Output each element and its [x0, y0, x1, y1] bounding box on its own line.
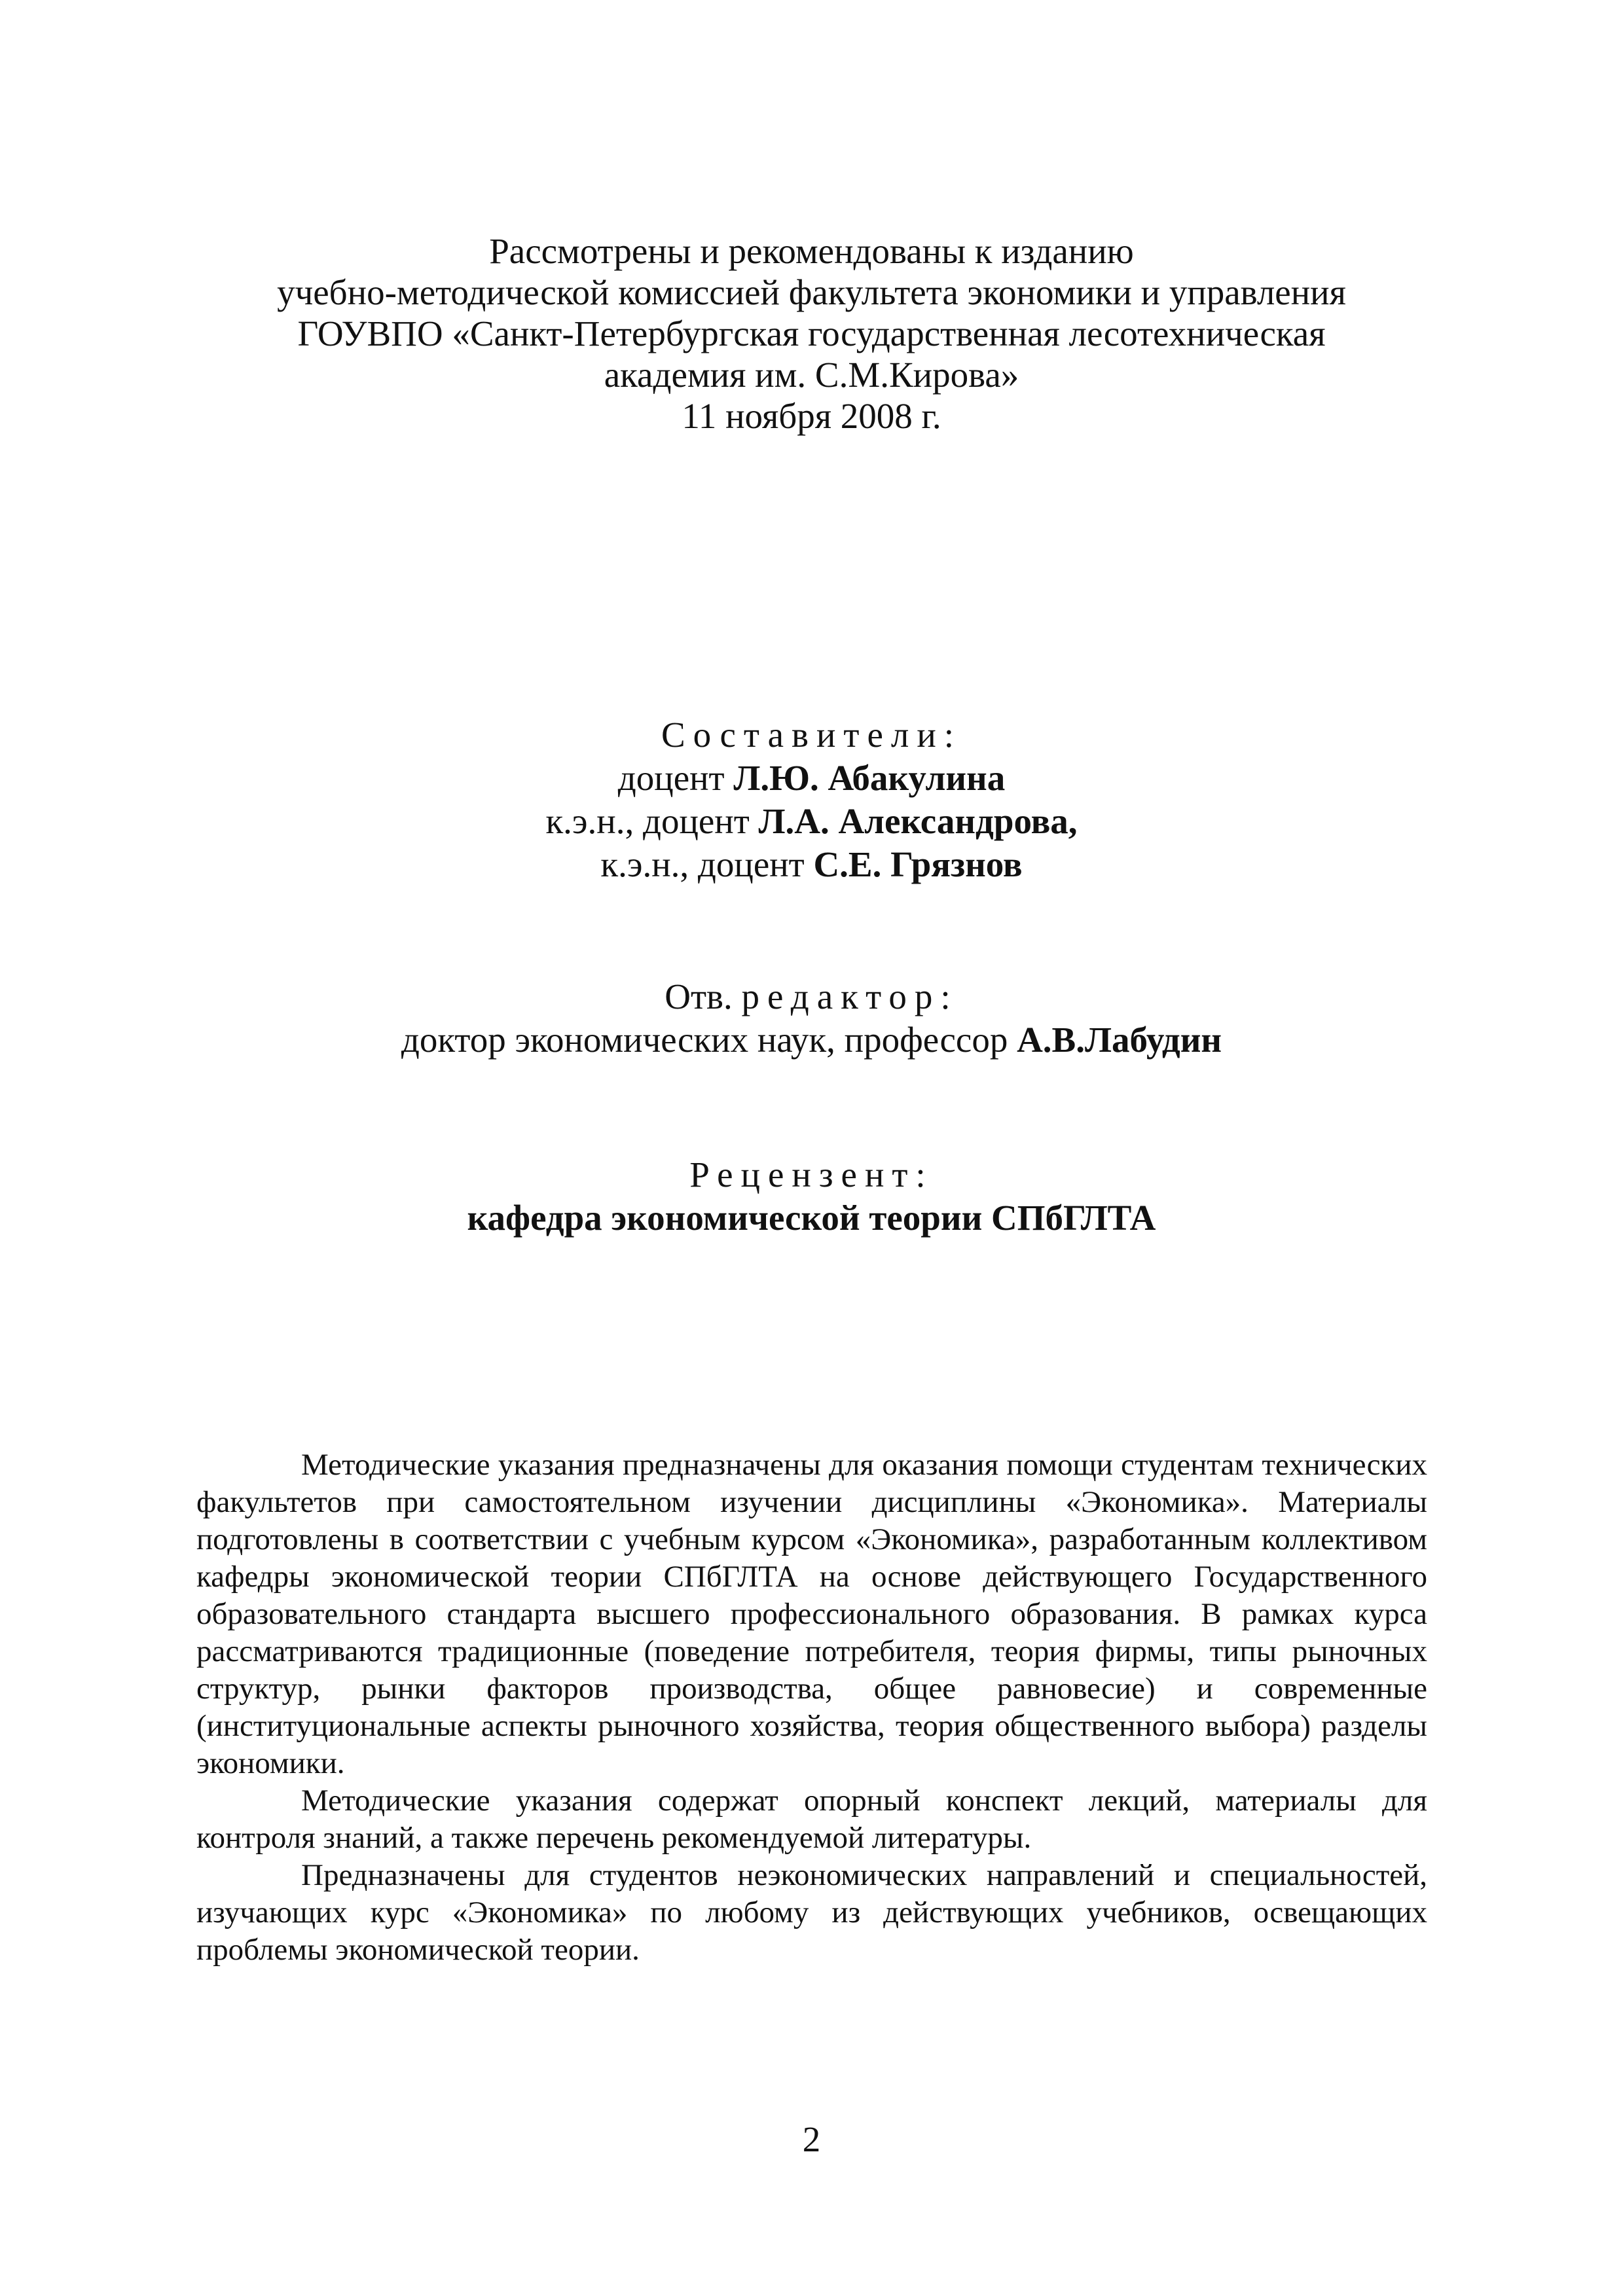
reviewer-block: [0, 1153, 1623, 1240]
editor-heading-label: редактор:: [741, 977, 958, 1016]
compiler-suffix: ,: [1068, 801, 1078, 841]
approval-line: Рассмотрены и рекомендованы к изданию: [489, 231, 1134, 271]
compiler-name: Л.А. Александрова: [758, 801, 1068, 841]
reviewer-heading: Рецензент:: [689, 1155, 934, 1194]
editor-block: [0, 975, 1623, 1062]
reviewer-name: кафедра экономической теории СПбГЛТА: [467, 1198, 1156, 1238]
compiler-title: доцент: [617, 758, 725, 798]
editor-heading-prefix: Отв.: [665, 977, 733, 1016]
editor-heading: [0, 975, 1623, 1018]
editor-name: А.В.Лабудин: [1017, 1020, 1222, 1060]
reviewer-entry: [0, 1196, 1623, 1240]
compiler-title: к.э.н., доцент: [545, 801, 750, 841]
approval-line: академия им. С.М.Кирова»: [604, 355, 1019, 395]
compiler-entry: [0, 757, 1623, 800]
compiler-entry: [0, 843, 1623, 886]
compilers-heading: Составители:: [661, 715, 962, 755]
compiler-title: к.э.н., доцент: [600, 844, 805, 884]
compiler-entry: [0, 800, 1623, 843]
annotation-paragraph: Методические указания содержат опорный конспект лекций, материалы для контроля знаний, а также перечень рекомендуемой литературы.: [196, 1784, 1427, 1855]
annotation-block: [196, 1446, 1427, 1969]
editor-title: доктор экономических наук, профессор: [401, 1020, 1008, 1060]
compiler-name: С.Е. Грязнов: [813, 844, 1023, 884]
approval-line: учебно-методической комиссией факультета экономики и управления: [277, 272, 1346, 312]
approval-line: ГОУВПО «Санкт-Петербургская государственная лесотехническая: [297, 314, 1326, 353]
approval-date: 11 ноября 2008 г.: [682, 396, 941, 436]
approval-block: [0, 230, 1623, 437]
editor-entry: [0, 1018, 1623, 1062]
annotation-paragraph: Методические указания предназначены для оказания помощи студентам технических факультетов при самостоятельном изучении дисциплины «Экономика». Материалы подготовлены в соответствии с учебным курсом «Экономика», разработанным коллективом кафедры экономической теории СПбГЛТА на основе действующего Государственного образовательного стандарта высшего профессионального образования. В рамках курса рассматриваются традиционные (поведение потребителя, теория фирмы, типы рыночных структур, рынки факторов производства, общее равновесие) и современные (институциональные аспекты рыночного хозяйства, теория общественного выбора) разделы экономики.: [196, 1448, 1427, 1780]
page-number: 2: [802, 2119, 821, 2159]
compilers-block: [0, 713, 1623, 886]
annotation-paragraph: Предназначены для студентов неэкономических направлений и специальностей, изучающих курс «Экономика» по любому из действующих учебников, освещающих проблемы экономической теории.: [196, 1858, 1427, 1967]
compiler-name: Л.Ю. Абакулина: [733, 758, 1006, 798]
